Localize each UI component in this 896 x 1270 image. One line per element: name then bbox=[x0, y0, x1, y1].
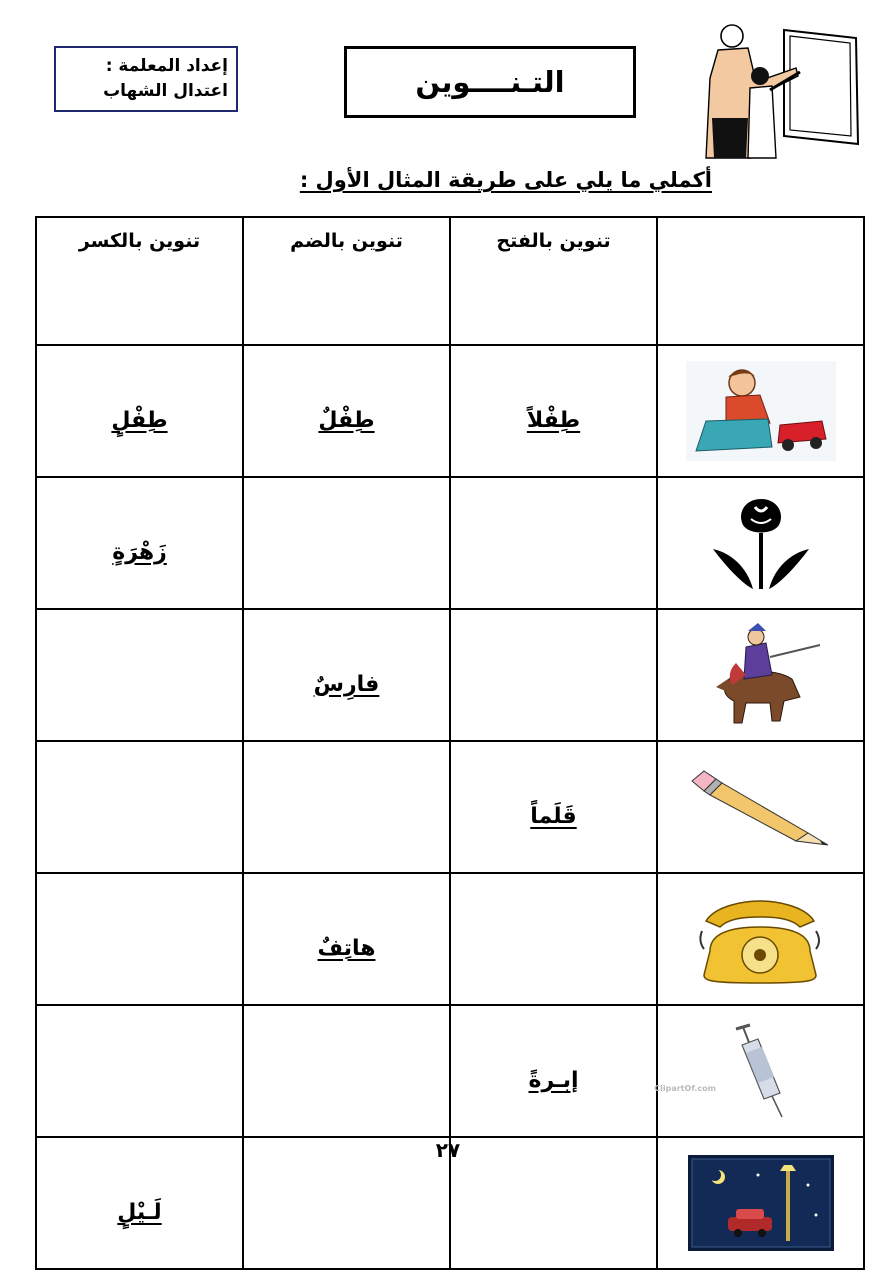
page-title: التـنــــوين bbox=[415, 65, 565, 99]
child-toy-car-icon bbox=[686, 361, 836, 461]
kasra-cell[interactable] bbox=[36, 477, 243, 609]
kasra-word: لَـيْلٍ bbox=[117, 1199, 162, 1225]
kasra-word: زَهْرَةٍ bbox=[112, 539, 167, 565]
damma-cell[interactable] bbox=[243, 741, 450, 873]
kasra-cell[interactable] bbox=[36, 741, 243, 873]
damma-cell[interactable] bbox=[243, 873, 450, 1005]
horse-rider-icon bbox=[696, 623, 826, 727]
table-row bbox=[36, 1005, 864, 1137]
picture-cell bbox=[657, 741, 864, 873]
author-name: اعتدال الشهاب bbox=[103, 81, 228, 101]
table-row bbox=[36, 609, 864, 741]
fatha-cell[interactable] bbox=[450, 1005, 657, 1137]
worksheet-table bbox=[35, 216, 865, 1270]
damma-word: فارِسٌ bbox=[313, 671, 380, 697]
author-label: إعداد المعلمة : bbox=[105, 56, 228, 76]
fatha-word: إبـرةً bbox=[528, 1067, 579, 1093]
table-row bbox=[36, 873, 864, 1005]
damma-cell[interactable] bbox=[243, 609, 450, 741]
kasra-cell[interactable] bbox=[36, 1005, 243, 1137]
damma-cell[interactable] bbox=[243, 345, 450, 477]
fatha-word: قَلَماً bbox=[530, 803, 577, 829]
page-number: ٢٧ bbox=[435, 1138, 461, 1162]
kasra-cell[interactable] bbox=[36, 609, 243, 741]
damma-word: هاتِفٌ bbox=[317, 935, 376, 961]
pencil-icon bbox=[686, 767, 836, 847]
flower-icon bbox=[701, 493, 821, 593]
fatha-cell[interactable] bbox=[450, 477, 657, 609]
author-box bbox=[54, 46, 238, 112]
picture-cell bbox=[657, 873, 864, 1005]
header-picture bbox=[657, 217, 864, 345]
picture-cell bbox=[657, 609, 864, 741]
telephone-icon bbox=[696, 891, 826, 987]
svg-text:ClipartOf.com: ClipartOf.com bbox=[653, 1084, 716, 1093]
night-scene-icon bbox=[688, 1155, 834, 1251]
table-row bbox=[36, 477, 864, 609]
picture-cell bbox=[657, 345, 864, 477]
damma-word: طِفْلٌ bbox=[318, 407, 375, 433]
header-kasra: تنوين بالكسر bbox=[36, 217, 243, 345]
fatha-cell[interactable] bbox=[450, 741, 657, 873]
table-row bbox=[36, 741, 864, 873]
picture-cell bbox=[653, 1005, 864, 1137]
kasra-cell[interactable] bbox=[36, 873, 243, 1005]
table-header-row bbox=[36, 217, 864, 345]
table-row bbox=[36, 345, 864, 477]
fatha-cell[interactable] bbox=[450, 609, 657, 741]
teacher-at-board-icon bbox=[688, 18, 868, 158]
instruction: أكملي ما يلي على طريقة المثال الأول : bbox=[299, 168, 712, 192]
header-damma: تنوين بالضم bbox=[243, 217, 450, 345]
picture-cell bbox=[657, 477, 864, 609]
syringe-icon bbox=[653, 1023, 816, 1119]
fatha-cell[interactable] bbox=[450, 345, 657, 477]
header-fatha: تنوين بالفتح bbox=[450, 217, 657, 345]
fatha-word: طِفْلاً bbox=[526, 407, 581, 433]
kasra-word: طِفْلٍ bbox=[111, 407, 168, 433]
kasra-cell[interactable] bbox=[36, 345, 243, 477]
damma-cell[interactable] bbox=[243, 1005, 450, 1137]
title-box bbox=[344, 46, 636, 118]
damma-cell[interactable] bbox=[243, 477, 450, 609]
fatha-cell[interactable] bbox=[450, 873, 657, 1005]
